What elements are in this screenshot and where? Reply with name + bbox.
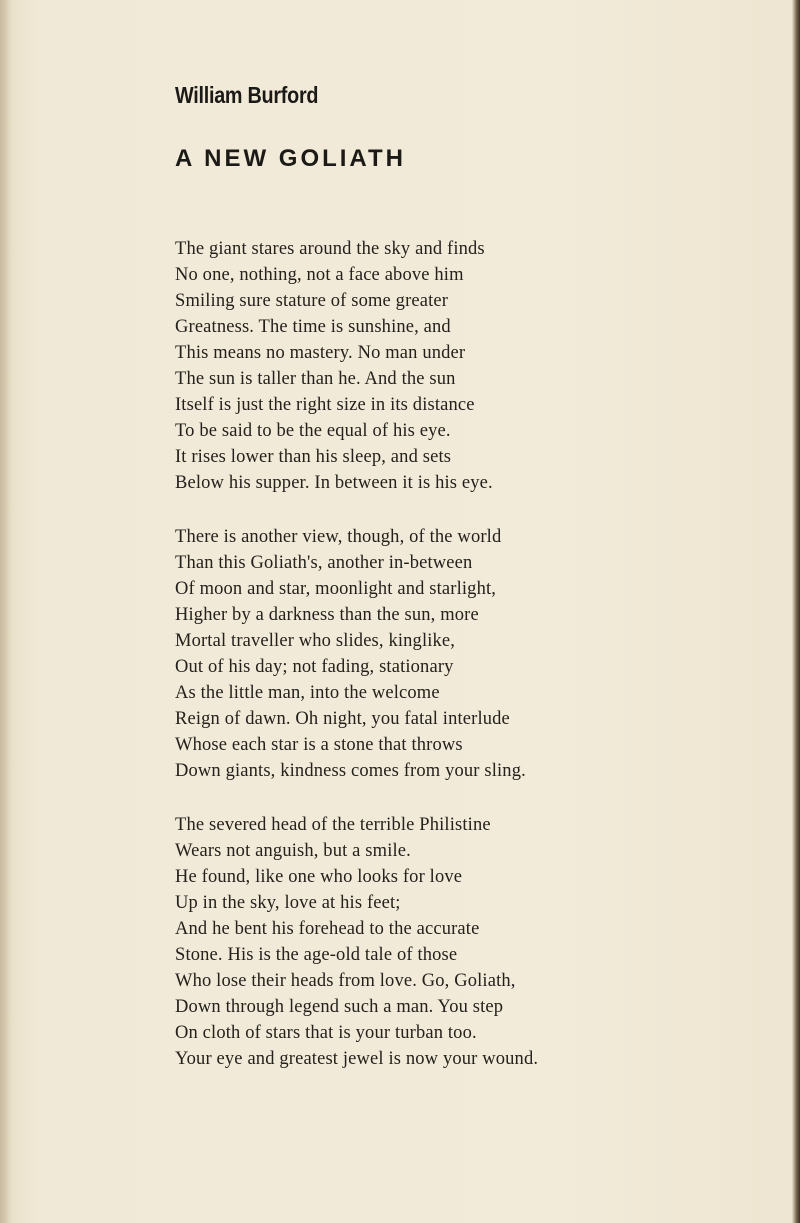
poem-line: The sun is taller than he. And the sun	[175, 369, 456, 389]
poem-line: And he bent his forehead to the accurate	[175, 919, 480, 939]
poem-title: A NEW GOLIATH	[175, 145, 406, 172]
poem-line: Whose each star is a stone that throws	[175, 735, 463, 755]
poem-line: On cloth of stars that is your turban too.	[175, 1023, 477, 1043]
poem-line: Wears not anguish, but a smile.	[175, 841, 411, 861]
poem-line: Down through legend such a man. You step	[175, 997, 504, 1017]
author-name: William Burford	[175, 82, 319, 108]
stanza-1	[175, 236, 735, 496]
poem-line: Greatness. The time is sunshine, and	[175, 317, 451, 337]
poem-line: The severed head of the terrible Philistine	[175, 815, 491, 835]
poem-line: Up in the sky, love at his feet;	[175, 893, 401, 913]
poem-line: He found, like one who looks for love	[175, 867, 463, 887]
poem-line: Reign of dawn. Oh night, you fatal interlude	[175, 709, 510, 729]
poem-line: No one, nothing, not a face above him	[175, 265, 464, 285]
poem-line: Who lose their heads from love. Go, Goliath,	[175, 971, 516, 991]
poem-line: Itself is just the right size in its distance	[175, 395, 475, 415]
poem-line: Than this Goliath's, another in-between	[175, 553, 473, 573]
poem-line: There is another view, though, of the world	[175, 527, 502, 547]
poem-line: Stone. His is the age-old tale of those	[175, 945, 458, 965]
poem-line: Below his supper. In between it is his eye.	[175, 473, 493, 493]
poem-line: Mortal traveller who slides, kinglike,	[175, 631, 456, 651]
poem-line: To be said to be the equal of his eye.	[175, 421, 451, 441]
poem-line: Smiling sure stature of some greater	[175, 291, 449, 311]
page-gutter-shadow	[0, 0, 10, 1223]
poem-line: Higher by a darkness than the sun, more	[175, 605, 479, 625]
poem-line: Of moon and star, moonlight and starlight,	[175, 579, 497, 599]
stanza-3	[175, 812, 735, 1072]
poem-line: Out of his day; not fading, stationary	[175, 657, 454, 677]
poem-line: As the little man, into the welcome	[175, 683, 440, 703]
poem-line: Your eye and greatest jewel is now your wound.	[175, 1049, 539, 1069]
poem-line: It rises lower than his sleep, and sets	[175, 447, 452, 467]
poem-line: This means no mastery. No man under	[175, 343, 466, 363]
stanza-2	[175, 524, 735, 784]
page-edge	[792, 0, 800, 1223]
poem-line: The giant stares around the sky and finds	[175, 239, 485, 259]
poem-line: Down giants, kindness comes from your sling.	[175, 761, 526, 781]
poem-body	[175, 236, 735, 1100]
